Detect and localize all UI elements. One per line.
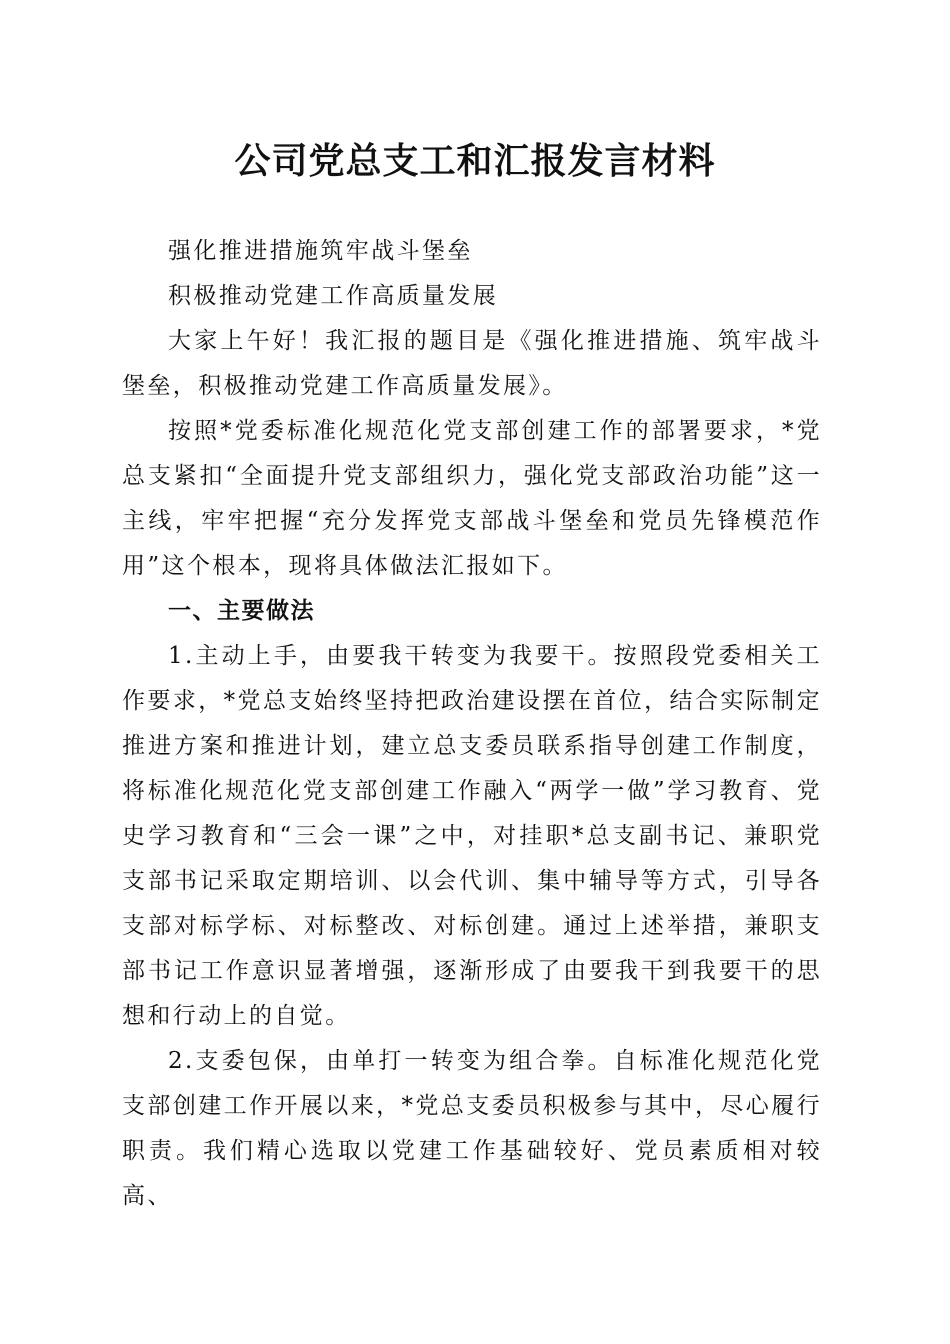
subtitle-line-2: 积极推动党建工作高质量发展 — [168, 283, 499, 309]
section-heading: 一、主要做法 — [168, 598, 315, 624]
point-2-paragraph: 2.支委包保，由单打一转变为组合拳。自标准化规范化党支部创建工作开展以来，*党总支委员积极参与其中，尽心履行职责。我们精心选取以党建工作基础较好、党员素质相对较高、 — [122, 1048, 822, 1209]
point-1-paragraph: 1.主动上手，由要我干转变为我要干。按照段党委相关工作要求，*党总支始终坚持把政治建设摆在首位，结合实际制定推进方案和推进计划，建立总支委员联系指导创建工作制度，将标准化规范化党支部创建工作融入“两学一做”学习教育、党史学习教育和“三会一课”之中，对挂职*总支副书记、兼职党支部书记采取定期培训、以会代训、集中辅导等方式，引导各支部对标学标、对标整改、对标创建。通过上述举措，兼职支部书记工作意识显著增强，逐渐形成了由要我干到我要干的思想和行动上的自觉。 — [122, 643, 822, 1029]
document-title: 公司党总支工和汇报发言材料 — [234, 140, 716, 182]
subtitle-line-1: 强化推进措施筑牢战斗堡垒 — [168, 238, 473, 264]
greeting-paragraph: 大家上午好！我汇报的题目是《强化推进措施、筑牢战斗堡垒，积极推动党建工作高质量发展》。 — [122, 328, 822, 399]
intro-paragraph: 按照*党委标准化规范化党支部创建工作的部署要求，*党总支紧扣“全面提升党支部组织力，强化党支部政治功能”这一主线，牢牢把握“充分发挥党支部战斗堡垒和党员先锋模范作用”这个根本，现将具体做法汇报如下。 — [122, 418, 822, 579]
document-body — [122, 229, 822, 1219]
